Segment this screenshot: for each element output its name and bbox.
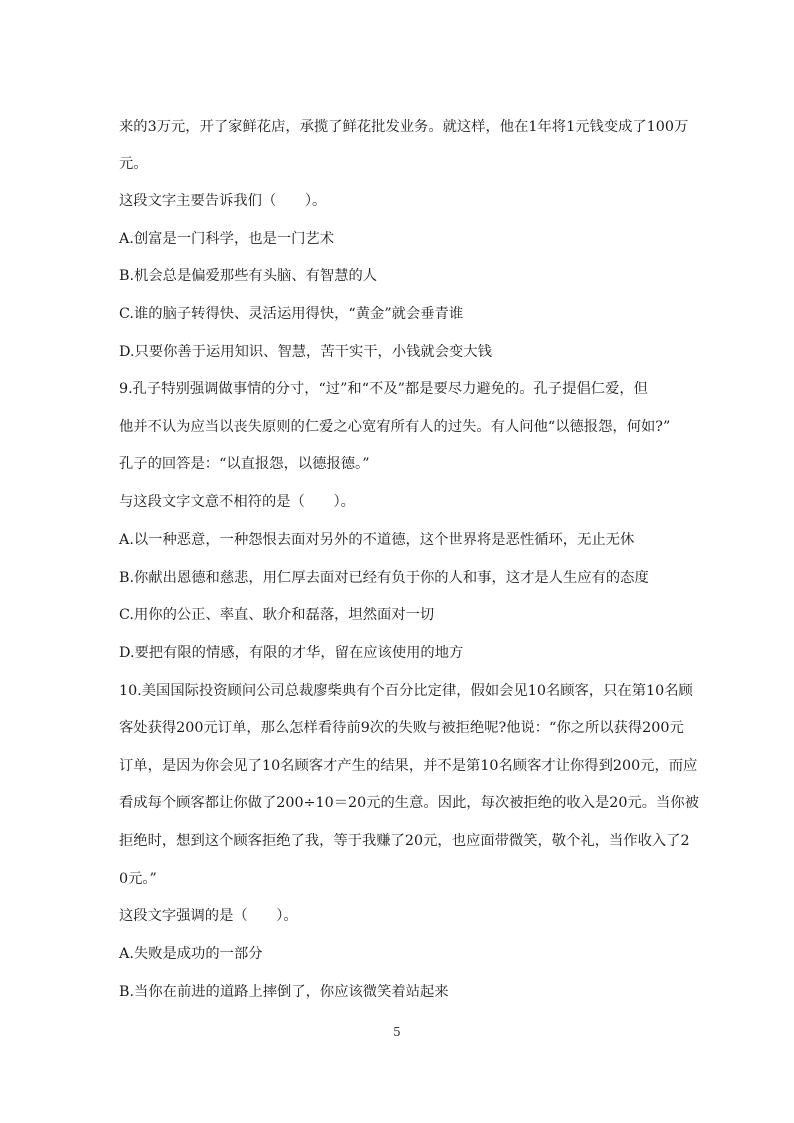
question-prompt: 与这段文字文意不相符的是（ ）。 [119,494,355,510]
question-9-text: 9.孔子特别强调做事情的分寸，“过”和“不及”都是要尽力避免的。孔子提倡仁爱，但 [119,381,648,397]
question-prompt: 这段文字强调的是（ ）。 [119,908,298,924]
text-line: 元。 [119,156,148,172]
option-d: D.要把有限的情感，有限的才华，留在应该使用的地方 [119,645,464,661]
option-a: A.创富是一门科学，也是一门艺术 [119,231,335,247]
text-line: 来的3万元，开了家鲜花店，承揽了鲜花批发业务。就这样，他在1年将1元钱变成了100万 [119,119,689,135]
question-prompt: 这段文字主要告诉我们（ ）。 [119,193,327,209]
question-10-text: 拒绝时，想到这个顾客拒绝了我，等于我赚了20元，也应面带微笑，敬个礼，当作收入了2 [119,833,690,849]
option-c: C.用你的公正、率直、耿介和磊落，坦然面对一切 [119,607,435,623]
option-b: B.你献出恩德和慈悲，用仁厚去面对已经有负于你的人和事，这才是人生应有的态度 [119,570,649,586]
question-10-text: 订单，是因为你会见了10名顾客才产生的结果，并不是第10名顾客才让你得到200元，而应 [119,758,698,774]
option-b: B.当你在前进的道路上摔倒了，你应该微笑着站起来 [119,984,449,1000]
option-a: A.以一种恶意，一种怨恨去面对另外的不道德，这个世界将是恶性循环，无止无休 [119,532,635,548]
page-number: 5 [393,1025,401,1039]
option-c: C.谁的脑子转得快、灵活运用得快，“黄金”就会垂青谁 [119,306,464,322]
question-10-text: 看成每个顾客都让你做了200÷10＝20元的生意。因此，每次被拒绝的收入是20元。当你被 [119,795,699,811]
question-10-text: 客处获得200元订单，那么怎样看待前9次的失败与被拒绝呢?他说：“你之所以获得200元 [119,720,684,736]
question-9-text: 他并不认为应当以丧失原则的仁爱之心宽宥所有人的过失。有人问他“以德报怨，何如?” [119,419,671,435]
option-a: A.失败是成功的一部分 [119,946,263,962]
option-b: B.机会总是偏爱那些有头脑、有智慧的人 [119,268,378,284]
question-10-text: 0元。” [119,871,157,887]
option-d: D.只要你善于运用知识、智慧，苦干实干，小钱就会变大钱 [119,344,492,360]
question-10-text: 10.美国国际投资顾问公司总裁廖柴典有个百分比定律，假如会见10名顾客，只在第10名顾 [119,683,693,699]
question-9-text: 孔子的回答是：“以直报怨，以德报德。” [119,456,370,472]
